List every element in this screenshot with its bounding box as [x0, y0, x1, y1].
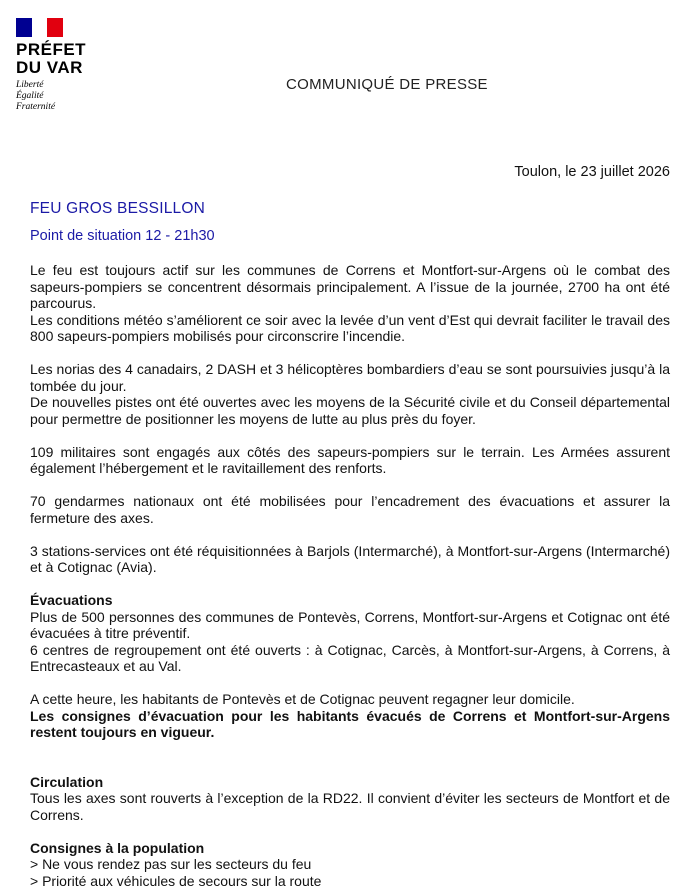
paragraph-fire-status: Le feu est toujours actif sur les communes de Correns et Montfort-sur-Argens où le combat des sapeurs-pompiers se concentrent désormais principalement. A l’issue de la journée, 2700 ha ont été parcourus.: [30, 262, 670, 312]
paragraph-return-home: A cette heure, les habitants de Pontevès et de Cotignac peuvent regagner leur domicile.: [30, 691, 670, 708]
press-release-body: [30, 262, 670, 889]
prefecture-logo: [16, 18, 86, 113]
republic-motto: [16, 80, 86, 113]
brand-title-line1: PRÉFET: [16, 41, 86, 59]
paragraph-regroup-centers: 6 centres de regroupement ont été ouverts : à Cotignac, Carcès, à Montfort-sur-Argens, à Correns, à Entrecasteaux et au Val.: [30, 642, 670, 675]
page-title: FEU GROS BESSILLON: [30, 200, 205, 218]
date-line: Toulon, le 23 juillet 2026: [514, 164, 670, 180]
paragraph-military: 109 militaires sont engagés aux côtés des sapeurs-pompiers sur le terrain. Les Armées assurent également l’hébergement et le ravitaillement des renforts.: [30, 444, 670, 477]
paragraph-evacuated-people: Plus de 500 personnes des communes de Pontevès, Correns, Montfort-sur-Argens et Cotignac ont été évacuées à titre préventif.: [30, 609, 670, 642]
paragraph-fuel-stations: 3 stations-services ont été réquisitionnées à Barjols (Intermarché), à Montfort-sur-Argens (Intermarché) et à Cotignac (Avia).: [30, 543, 670, 576]
paragraph-gendarmes: 70 gendarmes nationaux ont été mobilisées pour l’encadrement des évacuations et assurer la fermeture des axes.: [30, 493, 670, 526]
republique-flag-icon: [16, 18, 63, 37]
heading-population-instructions: Consignes à la population: [30, 840, 670, 857]
document-type: COMMUNIQUÉ DE PRESSE: [286, 76, 488, 93]
paragraph-aerial-means: Les norias des 4 canadairs, 2 DASH et 3 hélicoptères bombardiers d’eau se sont poursuivies jusqu’à la tombée du jour.: [30, 361, 670, 394]
motto-egalite: Égalité: [16, 91, 86, 102]
paragraph-new-tracks: De nouvelles pistes ont été ouvertes avec les moyens de la Sécurité civile et du Conseil départemental pour permettre de positionner les moyens de lutte au plus près du foyer.: [30, 394, 670, 427]
flag-band-red: [47, 18, 63, 37]
brand-title-line2: DU VAR: [16, 59, 86, 77]
heading-evacuations: Évacuations: [30, 592, 670, 609]
paragraph-roads: Tous les axes sont rouverts à l’exception de la RD22. Il convient d’éviter les secteurs de Montfort et de Correns.: [30, 790, 670, 823]
instruction-item: > Priorité aux véhicules de secours sur la route: [30, 873, 670, 889]
paragraph-evacuation-orders: Les consignes d’évacuation pour les habitants évacués de Correns et Montfort-sur-Argens restent toujours en vigueur.: [30, 708, 670, 741]
motto-liberte: Liberté: [16, 80, 86, 91]
heading-circulation: Circulation: [30, 774, 670, 791]
page-subtitle: Point de situation 12 - 21h30: [30, 228, 215, 244]
flag-band-white: [32, 18, 48, 37]
motto-fraternite: Fraternité: [16, 102, 86, 113]
flag-band-blue: [16, 18, 32, 37]
paragraph-weather: Les conditions météo s’améliorent ce soir avec la levée d’un vent d’Est qui devrait faciliter le travail des 800 sapeurs-pompiers mobilisés pour circonscrire l’incendie.: [30, 312, 670, 345]
brand-title: [16, 41, 86, 77]
instruction-item: > Ne vous rendez pas sur les secteurs du feu: [30, 856, 670, 873]
